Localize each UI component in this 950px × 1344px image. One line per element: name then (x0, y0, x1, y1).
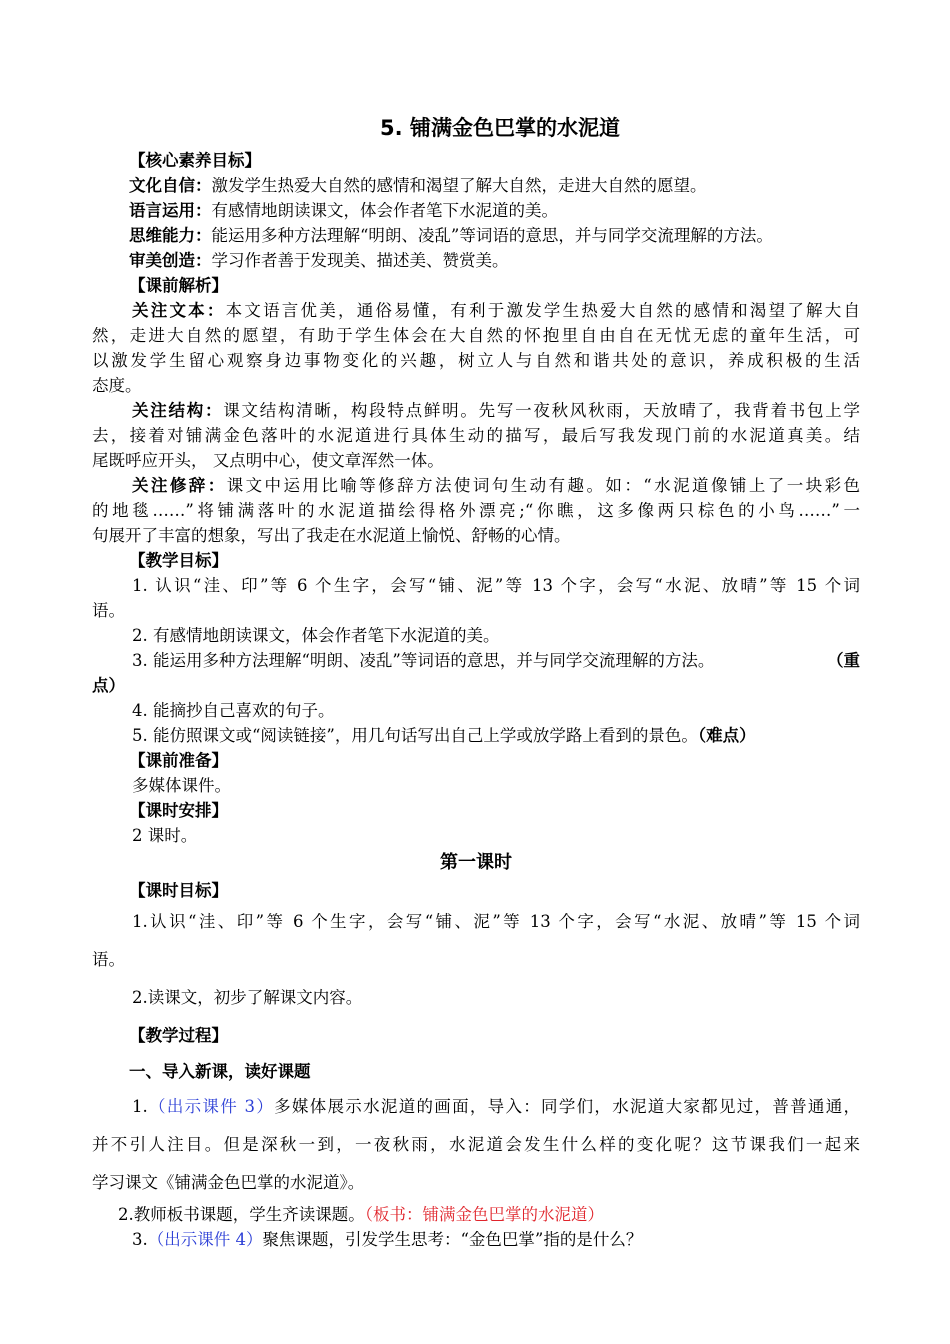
analysis-structure-line: 去，接着对铺满金色落叶的水泥道进行具体生动的描写，最后写我发现门前的水泥道真美。结 (92, 426, 860, 445)
key-point-tag: （重 (827, 651, 860, 670)
prep-heading: 【课前准备】 (129, 751, 228, 770)
document-title: 5. 铺满金色巴掌的水泥道 (380, 116, 620, 140)
step-3 (92, 1227, 860, 1252)
core-goal-label: 语言运用： (129, 201, 212, 220)
core-goal-label: 文化自信： (129, 176, 212, 195)
analysis-structure-line (92, 398, 860, 423)
courseware-tag: （出示课件 3） (147, 1097, 275, 1116)
schedule-heading: 【课时安排】 (129, 801, 228, 820)
step-1 (92, 1088, 860, 1126)
teaching-goal-4: 4. 能摘抄自己喜欢的句子。 (132, 701, 335, 720)
core-goal-aesthetics (92, 248, 860, 273)
analysis-rhetoric-label: 关注修辞： (132, 476, 227, 495)
lesson-goal-1-cont: 语。 (92, 950, 125, 969)
analysis-heading: 【课前解析】 (129, 276, 228, 295)
difficulty-tag: （难点） (697, 726, 756, 745)
analysis-structure-label: 关注结构： (132, 401, 224, 420)
teaching-goal-1: 1. 认识“洼、印”等 6 个生字，会写“铺、泥”等 13 个字，会写“水泥、放晴”等 15 个词 (132, 576, 860, 595)
step-text: 2.教师板书课题，学生齐读课题。 (118, 1205, 365, 1224)
teaching-goal-3-text: 3. 能运用多种方法理解“明朗、凌乱”等词语的意思，并与同学交流理解的方法。 (132, 651, 715, 670)
lesson-goal-1: 1.认识“洼、印”等 6 个生字，会写“铺、泥”等 13 个字，会写“水泥、放晴”等 15 个词 (132, 912, 860, 931)
analysis-text-line: 态度。 (92, 376, 142, 395)
step-text: 聚焦课题，引发学生思考：“金色巴掌”指的是什么？ (262, 1230, 643, 1249)
courseware-tag: （出示课件 4） (147, 1230, 263, 1249)
core-goal-label: 思维能力： (129, 226, 212, 245)
teaching-goal-5-text: 5. 能仿照课文或“阅读链接”，用几句话写出自己上学或放学路上看到的景色。 (132, 726, 698, 745)
core-goal-language (92, 198, 860, 223)
core-goal-label: 审美创造： (129, 251, 212, 270)
analysis-rhetoric-line: 的地毯……”将铺满落叶的水泥道描绘得格外漂亮;“你瞧，这多像两只棕色的小鸟……”一 (92, 501, 860, 520)
core-goal-text: 激发学生热爱大自然的感情和渴望了解大自然，走进大自然的愿望。 (211, 176, 707, 195)
lesson-goals-heading: 【课时目标】 (129, 881, 228, 900)
core-goal-text: 能运用多种方法理解“明朗、凌乱”等词语的意思，并与同学交流理解的方法。 (211, 226, 773, 245)
core-goal-thinking (92, 223, 860, 248)
analysis-text-line: 然，走进大自然的愿望，有助于学生体会在大自然的怀抱里自由自在无忧无虑的童年生活，可 (92, 326, 860, 345)
core-goal-text: 有感情地朗读课文，体会作者笔下水泥道的美。 (211, 201, 558, 220)
core-goals-heading: 【核心素养目标】 (129, 151, 261, 170)
teaching-goals-heading: 【教学目标】 (129, 551, 228, 570)
analysis-text-line (92, 298, 860, 323)
section-heading-1: 一、导入新课，读好课题 (129, 1062, 311, 1081)
analysis-structure-line: 尾既呼应开头， 又点明中心，使文章浑然一体。 (92, 451, 444, 470)
teaching-goal-2: 2. 有感情地朗读课文，体会作者笔下水泥道的美。 (132, 626, 500, 645)
step-1-cont: 并不引人注目。但是深秋一到，一夜秋雨，水泥道会发生什么样的变化呢？这节课我们一起来 (92, 1135, 860, 1154)
document-body (92, 148, 860, 1252)
step-2 (92, 1202, 860, 1227)
board-writing-tag: （板书：铺满金色巴掌的水泥道） (364, 1205, 604, 1224)
step-1-cont: 学习课文《铺满金色巴掌的水泥道》。 (92, 1173, 365, 1192)
analysis-text-label: 关注文本： (132, 301, 226, 320)
process-heading: 【教学过程】 (129, 1026, 228, 1045)
analysis-text-line: 以激发学生留心观察身边事物变化的兴趣，树立人与自然和谐共处的意识，养成积极的生活 (92, 351, 860, 370)
step-number: 3. (132, 1230, 148, 1249)
schedule-text: 2 课时。 (132, 826, 198, 845)
lesson-title: 第一课时 (440, 852, 512, 873)
core-goal-text: 学习作者善于发现美、描述美、赞赏美。 (211, 251, 509, 270)
analysis-rhetoric-line (92, 473, 860, 498)
teaching-goal-5 (92, 723, 860, 748)
analysis-text: 本文语言优美，通俗易懂，有利于激发学生热爱大自然的感情和渴望了解大自 (225, 301, 861, 320)
key-point-tag-cont: 点） (92, 676, 125, 695)
teaching-goal-1-cont: 语。 (92, 601, 125, 620)
analysis-structure-text: 课文结构清晰，构段特点鲜明。先写一夜秋风秋雨，天放晴了，我背着书包上学 (223, 401, 861, 420)
step-number: 1. (132, 1097, 148, 1116)
analysis-rhetoric-line: 句展开了丰富的想象，写出了我走在水泥道上愉悦、舒畅的心情。 (92, 526, 571, 545)
teaching-goal-3 (92, 648, 860, 673)
core-goal-culture (92, 173, 860, 198)
prep-text: 多媒体课件。 (132, 776, 231, 795)
analysis-rhetoric-text: 课文中运用比喻等修辞方法使词句生动有趣。如：“水泥道像铺上了一块彩色 (226, 476, 861, 495)
lesson-goal-2: 2.读课文，初步了解课文内容。 (132, 988, 363, 1007)
step-text: 多媒体展示水泥道的画面，导入：同学们，水泥道大家都见过，普普通通， (274, 1097, 861, 1116)
